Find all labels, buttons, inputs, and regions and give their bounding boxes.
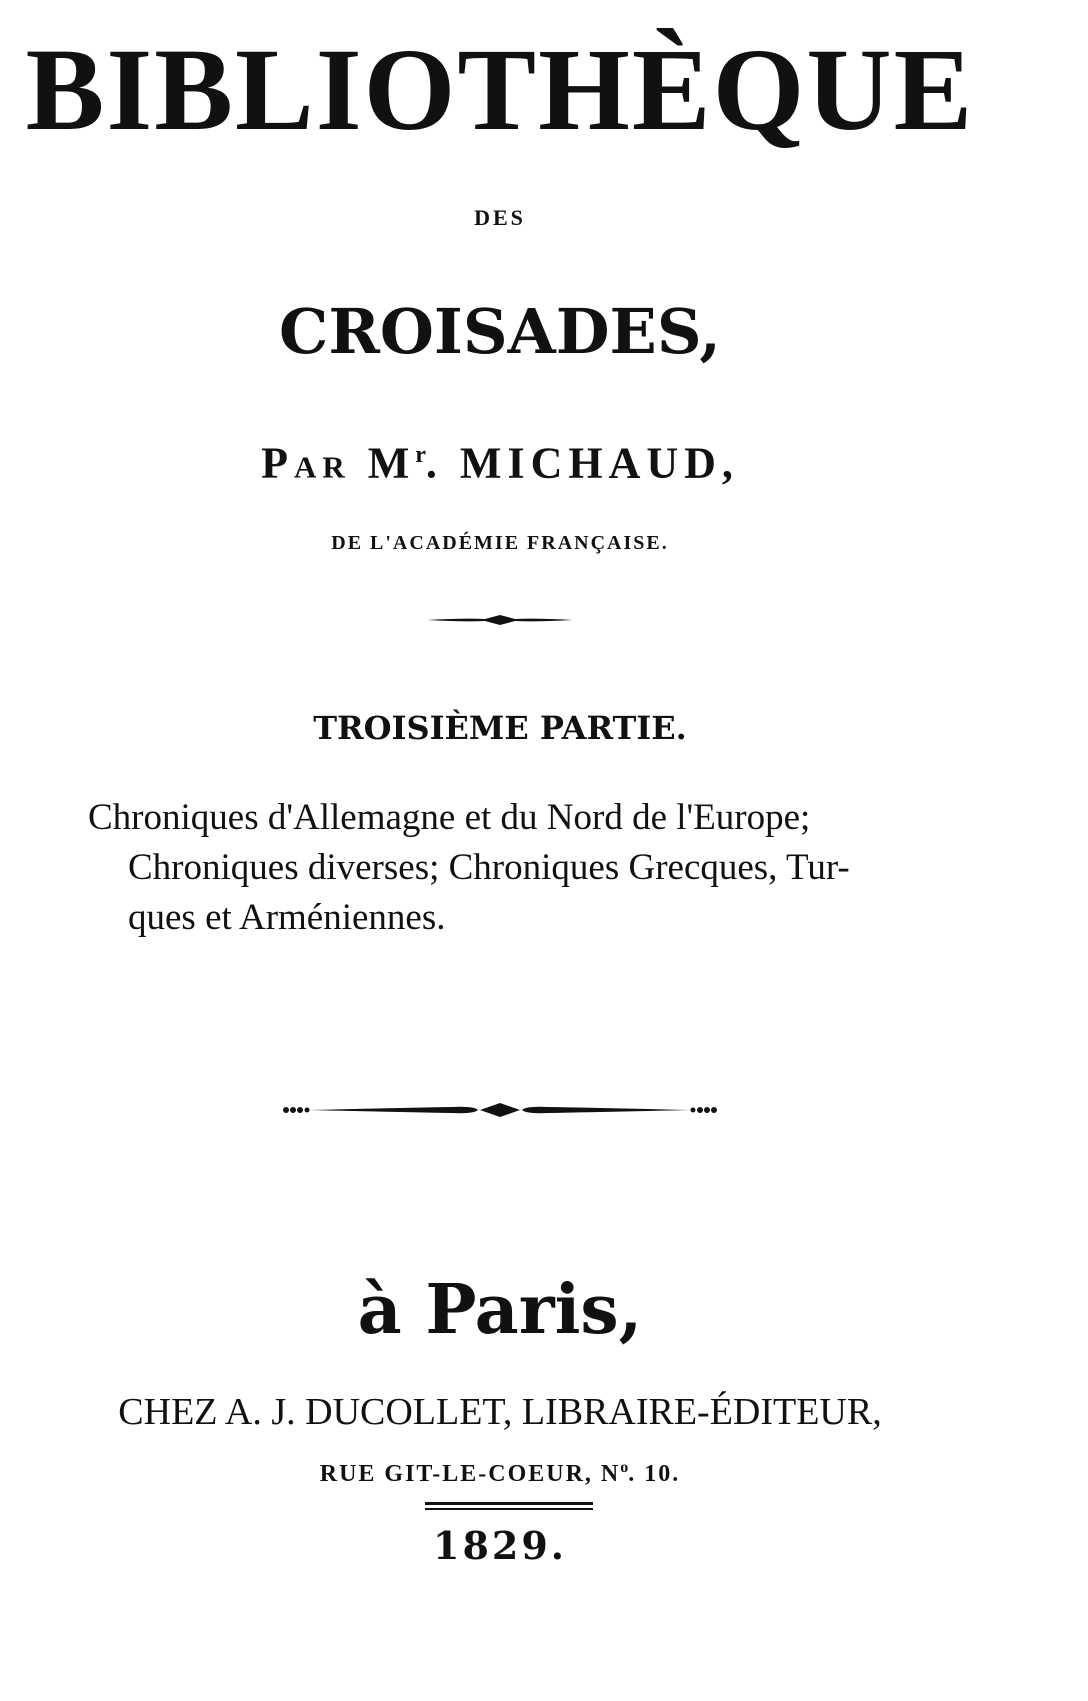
imprint-street	[0, 1450, 1000, 1492]
author-name: . MICHAUD,	[425, 438, 739, 488]
part-description-line-2: Chroniques diverses; Chroniques Grecques, Tur-	[128, 847, 850, 888]
imprint-street-text: RUE GIT-LE-COEUR, N	[319, 1461, 621, 1487]
author-mr-sup: r	[415, 442, 426, 468]
title-connector: DES	[474, 205, 526, 230]
author-line	[0, 425, 1000, 494]
book-subject: CROISADES,	[279, 295, 721, 368]
imprint-publisher: CHEZ A. J. DUCOLLET, LIBRAIRE-ÉDITEUR,	[118, 1391, 882, 1433]
ornament-rule-large	[282, 1098, 718, 1122]
imprint-place: à Paris,	[357, 1270, 643, 1350]
part-description-line-3: ques et Arméniennes.	[128, 897, 446, 938]
imprint-street-sup: o	[620, 1459, 629, 1476]
author-mr: M	[367, 438, 416, 488]
double-rule	[425, 1500, 593, 1512]
part-description-line-1: Chroniques d'Allemagne et du Nord de l'Europe;	[88, 797, 811, 838]
author-affiliation: DE L'ACADÉMIE FRANÇAISE.	[331, 532, 669, 554]
ornament-rule-small	[425, 612, 575, 628]
imprint-street-number: . 10.	[628, 1461, 681, 1487]
book-title: BIBLIOTHÈQUE	[25, 24, 975, 155]
part-heading: TROISIÈME PARTIE.	[313, 709, 687, 747]
author-par: Par	[261, 438, 351, 488]
imprint-year: 1829.	[433, 1523, 567, 1568]
